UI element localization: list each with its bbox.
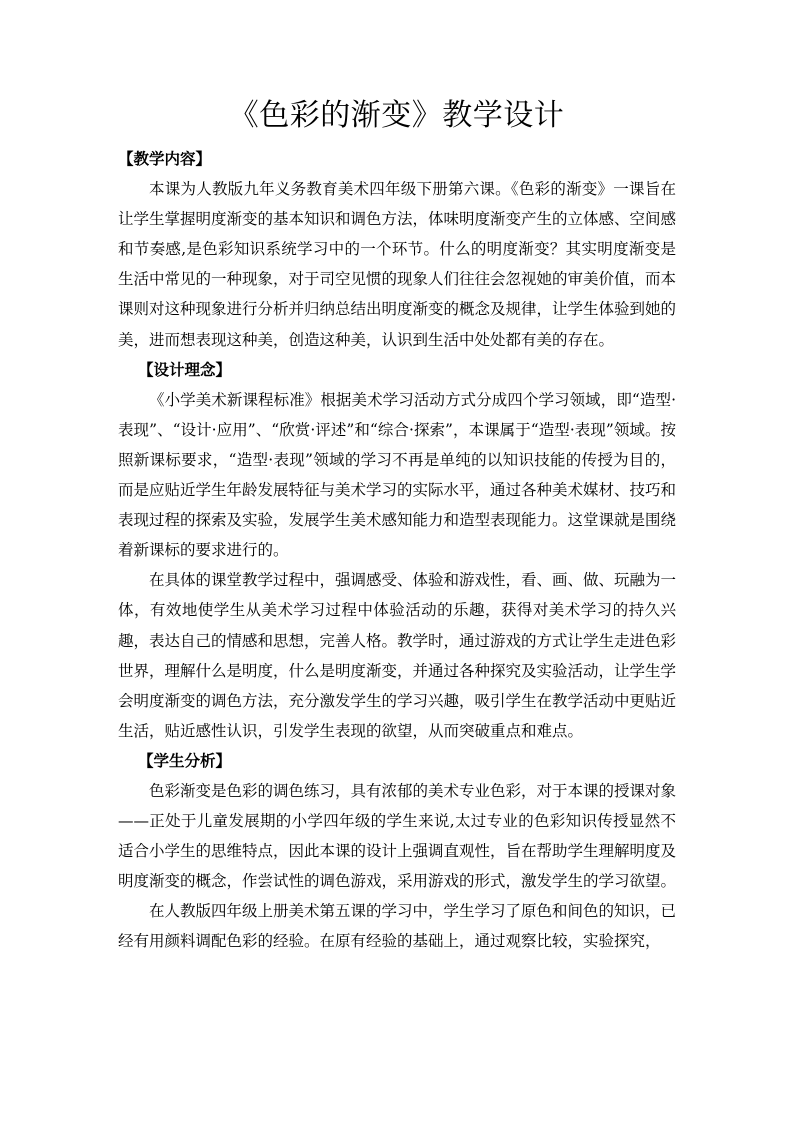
paragraph: 在具体的课堂教学过程中，强调感受、体验和游戏性，看、画、做、玩融为一体，有效地使学生从美术学习过程中体验活动的乐趣，获得对美术学习的持久兴趣，表达自己的情感和思想，完善人格。教学时，通过游戏的方式让学生走进色彩世界，理解什么是明度，什么是明度渐变，并通过各种探究及实验活动，让学生学会明度渐变的调色方法，充分激发学生的学习兴趣，吸引学生在教学活动中更贴近生活，贴近感性认识，引发学生表现的欲望，从而突破重点和难点。 — [118, 571, 677, 740]
document-title: 《色彩的渐变》教学设计 — [228, 98, 565, 133]
section-heading-design-concept: 【设计理念】 — [138, 359, 232, 379]
paragraph: 色彩渐变是色彩的调色练习，具有浓郁的美术专业色彩，对于本课的授课对象——正处于儿童发展期的小学四年级的学生来说,太过专业的色彩知识传授显然不适合小学生的思维特点，因此本课的设计上强调直观性，旨在帮助学生理解明度及明度渐变的概念，作尝试性的调色游戏，采用游戏的形式，激发学生的学习欲望。 — [118, 781, 677, 891]
section-heading-student-analysis: 【学生分析】 — [138, 750, 232, 770]
document-body — [118, 144, 676, 957]
paragraph: 本课为人教版九年义务教育美术四年级下册第六课。《色彩的渐变》一课旨在让学生掌握明度渐变的基本知识和调色方法，体味明度渐变产生的立体感、空间感和节奏感,是色彩知识系统学习中的一个环节。什么的明度渐变？其实明度渐变是生活中常见的一种现象，对于司空见惯的现象人们往往会忽视她的审美价值，而本课则对这种现象进行分析并归纳总结出明度渐变的概念及规律，让学生体验到她的美，进而想表现这种美，创造这种美，认识到生活中处处都有美的存在。 — [118, 180, 677, 349]
section-heading-teaching-content: 【教学内容】 — [118, 149, 212, 168]
paragraph: 《小学美术新课程标准》根据美术学习活动方式分成四个学习领域，即“造型·表现”、“设计·应用”、“欣赏·评述”和“综合·探索”，本课属于“造型·表现”领域。按照新课标要求，“造型·表现”领域的学习不再是单纯的以知识技能的传授为目的，而是应贴近学生年龄发展特征与美术学习的实际水平，通过各种美术媒材、技巧和表现过程的探索及实验，发展学生美术感知能力和造型表现能力。这堂课就是围绕着新课标的要求进行的。 — [118, 390, 677, 560]
paragraph: 在人教版四年级上册美术第五课的学习中，学生学习了原色和间色的知识，已经有用颜料调配色彩的经验。在原有经验的基础上，通过观察比较，实验探究， — [118, 902, 677, 951]
